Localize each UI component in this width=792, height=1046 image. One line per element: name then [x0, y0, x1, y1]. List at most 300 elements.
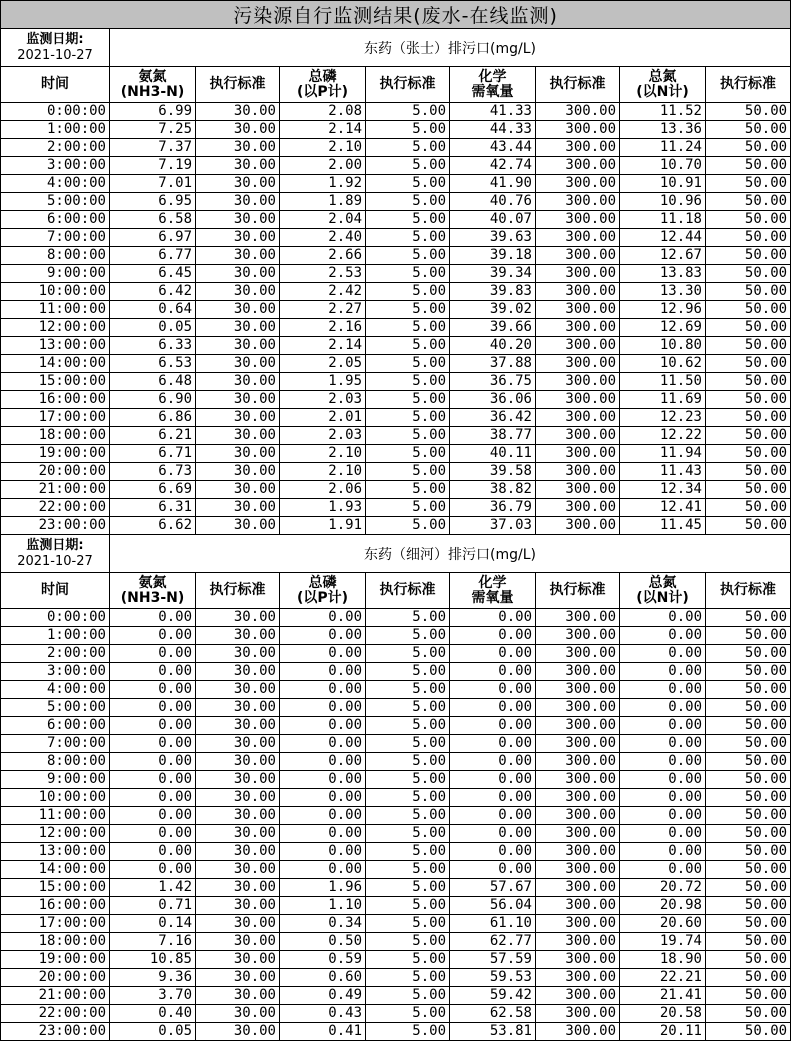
table-row	[1, 193, 791, 211]
monitoring-date-cell	[1, 29, 110, 67]
value-cell: 10.80	[620, 337, 706, 355]
value-cell: 300.00	[536, 843, 620, 861]
value-cell: 1.89	[280, 193, 366, 211]
value-cell: 0.00	[450, 789, 536, 807]
value-cell: 7.19	[110, 157, 196, 175]
table-row	[1, 103, 791, 121]
value-cell: 11.24	[620, 139, 706, 157]
value-cell: 300.00	[536, 627, 620, 645]
table-row	[1, 843, 791, 861]
time-cell: 13:00:00	[1, 843, 110, 861]
table-row	[1, 897, 791, 915]
value-cell: 1.42	[110, 879, 196, 897]
value-cell: 50.00	[706, 481, 791, 499]
value-cell: 5.00	[366, 609, 450, 627]
time-cell: 4:00:00	[1, 175, 110, 193]
value-cell: 11.94	[620, 445, 706, 463]
value-cell: 0.00	[620, 627, 706, 645]
value-cell: 2.66	[280, 247, 366, 265]
value-cell: 50.00	[706, 843, 791, 861]
value-cell: 50.00	[706, 499, 791, 517]
value-cell: 300.00	[536, 409, 620, 427]
value-cell: 0.00	[450, 699, 536, 717]
time-cell: 20:00:00	[1, 969, 110, 987]
value-cell: 50.00	[706, 663, 791, 681]
value-cell: 300.00	[536, 825, 620, 843]
col-header-std: 执行标准	[196, 573, 280, 609]
table-row	[1, 481, 791, 499]
table-row	[1, 265, 791, 283]
value-cell: 5.00	[366, 897, 450, 915]
value-cell: 20.58	[620, 1005, 706, 1023]
value-cell: 0.00	[450, 609, 536, 627]
value-cell: 30.00	[196, 915, 280, 933]
value-cell: 10.70	[620, 157, 706, 175]
value-cell: 10.96	[620, 193, 706, 211]
value-cell: 2.14	[280, 121, 366, 139]
value-cell: 50.00	[706, 463, 791, 481]
value-cell: 50.00	[706, 229, 791, 247]
value-cell: 0.00	[280, 807, 366, 825]
value-cell: 50.00	[706, 139, 791, 157]
table-row	[1, 319, 791, 337]
value-cell: 0.00	[110, 771, 196, 789]
col-header-std: 执行标准	[706, 573, 791, 609]
time-cell: 10:00:00	[1, 283, 110, 301]
value-cell: 0.00	[620, 717, 706, 735]
value-cell: 5.00	[366, 807, 450, 825]
value-cell: 6.33	[110, 337, 196, 355]
time-cell: 7:00:00	[1, 229, 110, 247]
value-cell: 300.00	[536, 175, 620, 193]
value-cell: 5.00	[366, 735, 450, 753]
value-cell: 13.83	[620, 265, 706, 283]
value-cell: 5.00	[366, 391, 450, 409]
col-header-std: 执行标准	[536, 573, 620, 609]
table-row	[1, 933, 791, 951]
value-cell: 6.97	[110, 229, 196, 247]
value-cell: 5.00	[366, 681, 450, 699]
value-cell: 30.00	[196, 717, 280, 735]
value-cell: 53.81	[450, 1023, 536, 1041]
value-cell: 0.00	[280, 825, 366, 843]
time-cell: 9:00:00	[1, 265, 110, 283]
table-row	[1, 609, 791, 627]
value-cell: 30.00	[196, 969, 280, 987]
value-cell: 12.44	[620, 229, 706, 247]
value-cell: 0.00	[280, 645, 366, 663]
table-row	[1, 753, 791, 771]
value-cell: 0.59	[280, 951, 366, 969]
value-cell: 5.00	[366, 753, 450, 771]
value-cell: 0.00	[280, 861, 366, 879]
value-cell: 300.00	[536, 337, 620, 355]
value-cell: 40.11	[450, 445, 536, 463]
value-cell: 50.00	[706, 445, 791, 463]
value-cell: 22.21	[620, 969, 706, 987]
value-cell: 50.00	[706, 627, 791, 645]
value-cell: 300.00	[536, 897, 620, 915]
value-cell: 300.00	[536, 517, 620, 535]
value-cell: 300.00	[536, 247, 620, 265]
value-cell: 50.00	[706, 193, 791, 211]
value-cell: 50.00	[706, 1005, 791, 1023]
value-cell: 39.58	[450, 463, 536, 481]
value-cell: 50.00	[706, 247, 791, 265]
value-cell: 6.21	[110, 427, 196, 445]
value-cell: 2.04	[280, 211, 366, 229]
value-cell: 300.00	[536, 481, 620, 499]
col-header-tp: 总磷 (以P计)	[280, 67, 366, 103]
value-cell: 62.58	[450, 1005, 536, 1023]
value-cell: 30.00	[196, 879, 280, 897]
table-row	[1, 879, 791, 897]
value-cell: 300.00	[536, 283, 620, 301]
value-cell: 5.00	[366, 789, 450, 807]
value-cell: 0.00	[620, 843, 706, 861]
value-cell: 10.85	[110, 951, 196, 969]
value-cell: 0.00	[620, 681, 706, 699]
value-cell: 0.00	[620, 735, 706, 753]
value-cell: 19.74	[620, 933, 706, 951]
time-cell: 8:00:00	[1, 753, 110, 771]
value-cell: 11.69	[620, 391, 706, 409]
value-cell: 2.03	[280, 427, 366, 445]
time-cell: 8:00:00	[1, 247, 110, 265]
value-cell: 5.00	[366, 825, 450, 843]
value-cell: 300.00	[536, 915, 620, 933]
value-cell: 2.27	[280, 301, 366, 319]
table-row	[1, 121, 791, 139]
value-cell: 0.41	[280, 1023, 366, 1041]
value-cell: 300.00	[536, 103, 620, 121]
value-cell: 300.00	[536, 663, 620, 681]
table-row	[1, 1005, 791, 1023]
value-cell: 7.25	[110, 121, 196, 139]
table-row	[1, 175, 791, 193]
value-cell: 20.98	[620, 897, 706, 915]
value-cell: 0.43	[280, 1005, 366, 1023]
value-cell: 0.00	[110, 681, 196, 699]
value-cell: 0.00	[450, 807, 536, 825]
col-header-cod: 化学 需氧量	[450, 67, 536, 103]
value-cell: 5.00	[366, 499, 450, 517]
table-row	[1, 229, 791, 247]
value-cell: 5.00	[366, 157, 450, 175]
table-row	[1, 915, 791, 933]
value-cell: 50.00	[706, 825, 791, 843]
value-cell: 0.00	[450, 753, 536, 771]
value-cell: 5.00	[366, 211, 450, 229]
time-cell: 17:00:00	[1, 915, 110, 933]
value-cell: 30.00	[196, 789, 280, 807]
value-cell: 50.00	[706, 103, 791, 121]
table-row	[1, 463, 791, 481]
value-cell: 30.00	[196, 951, 280, 969]
value-cell: 10.91	[620, 175, 706, 193]
value-cell: 30.00	[196, 897, 280, 915]
time-cell: 22:00:00	[1, 1005, 110, 1023]
value-cell: 50.00	[706, 391, 791, 409]
value-cell: 11.43	[620, 463, 706, 481]
value-cell: 30.00	[196, 427, 280, 445]
value-cell: 30.00	[196, 373, 280, 391]
value-cell: 300.00	[536, 699, 620, 717]
value-cell: 0.00	[450, 717, 536, 735]
table-row	[1, 247, 791, 265]
value-cell: 30.00	[196, 463, 280, 481]
value-cell: 6.95	[110, 193, 196, 211]
value-cell: 30.00	[196, 987, 280, 1005]
value-cell: 6.62	[110, 517, 196, 535]
value-cell: 30.00	[196, 825, 280, 843]
value-cell: 30.00	[196, 861, 280, 879]
value-cell: 0.40	[110, 1005, 196, 1023]
value-cell: 0.00	[620, 699, 706, 717]
value-cell: 50.00	[706, 1023, 791, 1041]
value-cell: 5.00	[366, 355, 450, 373]
time-cell: 16:00:00	[1, 897, 110, 915]
value-cell: 300.00	[536, 373, 620, 391]
value-cell: 30.00	[196, 193, 280, 211]
value-cell: 300.00	[536, 735, 620, 753]
value-cell: 6.69	[110, 481, 196, 499]
value-cell: 12.96	[620, 301, 706, 319]
value-cell: 300.00	[536, 427, 620, 445]
value-cell: 1.95	[280, 373, 366, 391]
value-cell: 0.50	[280, 933, 366, 951]
value-cell: 5.00	[366, 229, 450, 247]
value-cell: 6.48	[110, 373, 196, 391]
value-cell: 30.00	[196, 481, 280, 499]
col-header-std: 执行标准	[366, 67, 450, 103]
value-cell: 11.18	[620, 211, 706, 229]
value-cell: 5.00	[366, 843, 450, 861]
time-cell: 9:00:00	[1, 771, 110, 789]
value-cell: 6.45	[110, 265, 196, 283]
value-cell: 300.00	[536, 445, 620, 463]
value-cell: 300.00	[536, 1005, 620, 1023]
value-cell: 0.00	[280, 753, 366, 771]
time-cell: 13:00:00	[1, 337, 110, 355]
value-cell: 30.00	[196, 211, 280, 229]
value-cell: 5.00	[366, 969, 450, 987]
value-cell: 0.00	[450, 861, 536, 879]
value-cell: 5.00	[366, 247, 450, 265]
value-cell: 30.00	[196, 319, 280, 337]
value-cell: 36.06	[450, 391, 536, 409]
page-title: 污染源自行监测结果(废水-在线监测)	[1, 1, 791, 29]
value-cell: 0.14	[110, 915, 196, 933]
value-cell: 0.00	[450, 771, 536, 789]
value-cell: 0.00	[110, 699, 196, 717]
time-cell: 2:00:00	[1, 139, 110, 157]
time-cell: 17:00:00	[1, 409, 110, 427]
table-row	[1, 735, 791, 753]
value-cell: 2.00	[280, 157, 366, 175]
value-cell: 30.00	[196, 301, 280, 319]
value-cell: 39.18	[450, 247, 536, 265]
value-cell: 0.00	[620, 789, 706, 807]
value-cell: 0.00	[620, 771, 706, 789]
value-cell: 0.00	[620, 807, 706, 825]
value-cell: 0.00	[620, 825, 706, 843]
value-cell: 3.70	[110, 987, 196, 1005]
time-cell: 3:00:00	[1, 663, 110, 681]
value-cell: 30.00	[196, 735, 280, 753]
value-cell: 50.00	[706, 879, 791, 897]
value-cell: 2.42	[280, 283, 366, 301]
table-row	[1, 645, 791, 663]
value-cell: 39.34	[450, 265, 536, 283]
value-cell: 30.00	[196, 609, 280, 627]
value-cell: 50.00	[706, 969, 791, 987]
table-row	[1, 663, 791, 681]
value-cell: 57.67	[450, 879, 536, 897]
value-cell: 5.00	[366, 861, 450, 879]
value-cell: 0.60	[280, 969, 366, 987]
table-row	[1, 427, 791, 445]
value-cell: 30.00	[196, 157, 280, 175]
table-row	[1, 391, 791, 409]
value-cell: 59.53	[450, 969, 536, 987]
value-cell: 30.00	[196, 337, 280, 355]
value-cell: 300.00	[536, 319, 620, 337]
table-row	[1, 861, 791, 879]
value-cell: 5.00	[366, 481, 450, 499]
value-cell: 2.05	[280, 355, 366, 373]
value-cell: 37.88	[450, 355, 536, 373]
value-cell: 39.63	[450, 229, 536, 247]
value-cell: 56.04	[450, 897, 536, 915]
time-cell: 4:00:00	[1, 681, 110, 699]
value-cell: 62.77	[450, 933, 536, 951]
value-cell: 0.00	[110, 717, 196, 735]
value-cell: 57.59	[450, 951, 536, 969]
value-cell: 18.90	[620, 951, 706, 969]
value-cell: 10.62	[620, 355, 706, 373]
value-cell: 300.00	[536, 987, 620, 1005]
value-cell: 0.00	[450, 843, 536, 861]
value-cell: 300.00	[536, 879, 620, 897]
value-cell: 6.90	[110, 391, 196, 409]
value-cell: 0.00	[110, 861, 196, 879]
value-cell: 30.00	[196, 499, 280, 517]
value-cell: 50.00	[706, 609, 791, 627]
value-cell: 2.03	[280, 391, 366, 409]
value-cell: 50.00	[706, 735, 791, 753]
time-cell: 7:00:00	[1, 735, 110, 753]
value-cell: 50.00	[706, 681, 791, 699]
col-header-std: 执行标准	[536, 67, 620, 103]
time-cell: 0:00:00	[1, 609, 110, 627]
value-cell: 5.00	[366, 445, 450, 463]
value-cell: 30.00	[196, 933, 280, 951]
value-cell: 11.45	[620, 517, 706, 535]
value-cell: 40.20	[450, 337, 536, 355]
value-cell: 0.00	[450, 825, 536, 843]
time-cell: 14:00:00	[1, 355, 110, 373]
time-cell: 15:00:00	[1, 879, 110, 897]
table-row	[1, 301, 791, 319]
value-cell: 300.00	[536, 861, 620, 879]
value-cell: 7.01	[110, 175, 196, 193]
value-cell: 38.77	[450, 427, 536, 445]
value-cell: 6.86	[110, 409, 196, 427]
value-cell: 50.00	[706, 699, 791, 717]
value-cell: 2.10	[280, 445, 366, 463]
value-cell: 0.00	[110, 825, 196, 843]
value-cell: 50.00	[706, 807, 791, 825]
value-cell: 36.42	[450, 409, 536, 427]
value-cell: 30.00	[196, 627, 280, 645]
value-cell: 21.41	[620, 987, 706, 1005]
table-row	[1, 355, 791, 373]
value-cell: 11.50	[620, 373, 706, 391]
time-cell: 1:00:00	[1, 627, 110, 645]
value-cell: 0.00	[620, 861, 706, 879]
value-cell: 0.00	[110, 645, 196, 663]
table-row	[1, 211, 791, 229]
value-cell: 2.53	[280, 265, 366, 283]
value-cell: 30.00	[196, 699, 280, 717]
value-cell: 30.00	[196, 355, 280, 373]
value-cell: 0.00	[620, 645, 706, 663]
value-cell: 5.00	[366, 879, 450, 897]
value-cell: 5.00	[366, 463, 450, 481]
time-cell: 2:00:00	[1, 645, 110, 663]
value-cell: 30.00	[196, 517, 280, 535]
value-cell: 300.00	[536, 391, 620, 409]
value-cell: 50.00	[706, 517, 791, 535]
value-cell: 30.00	[196, 1005, 280, 1023]
time-cell: 15:00:00	[1, 373, 110, 391]
value-cell: 6.42	[110, 283, 196, 301]
outlet-name: 东药（细河）排污口(mg/L)	[110, 535, 791, 573]
value-cell: 5.00	[366, 193, 450, 211]
value-cell: 5.00	[366, 265, 450, 283]
value-cell: 1.10	[280, 897, 366, 915]
value-cell: 50.00	[706, 951, 791, 969]
col-header-time: 时间	[1, 573, 110, 609]
time-cell: 20:00:00	[1, 463, 110, 481]
value-cell: 50.00	[706, 373, 791, 391]
value-cell: 0.00	[280, 843, 366, 861]
value-cell: 0.00	[110, 807, 196, 825]
time-cell: 3:00:00	[1, 157, 110, 175]
value-cell: 0.00	[280, 735, 366, 753]
value-cell: 0.00	[280, 627, 366, 645]
value-cell: 5.00	[366, 645, 450, 663]
value-cell: 30.00	[196, 409, 280, 427]
table-row	[1, 517, 791, 535]
value-cell: 30.00	[196, 391, 280, 409]
value-cell: 36.79	[450, 499, 536, 517]
value-cell: 5.00	[366, 951, 450, 969]
value-cell: 7.16	[110, 933, 196, 951]
value-cell: 2.14	[280, 337, 366, 355]
value-cell: 50.00	[706, 987, 791, 1005]
table-row	[1, 825, 791, 843]
value-cell: 300.00	[536, 753, 620, 771]
value-cell: 50.00	[706, 753, 791, 771]
value-cell: 300.00	[536, 645, 620, 663]
value-cell: 61.10	[450, 915, 536, 933]
value-cell: 0.00	[450, 645, 536, 663]
value-cell: 30.00	[196, 229, 280, 247]
value-cell: 30.00	[196, 103, 280, 121]
value-cell: 50.00	[706, 319, 791, 337]
